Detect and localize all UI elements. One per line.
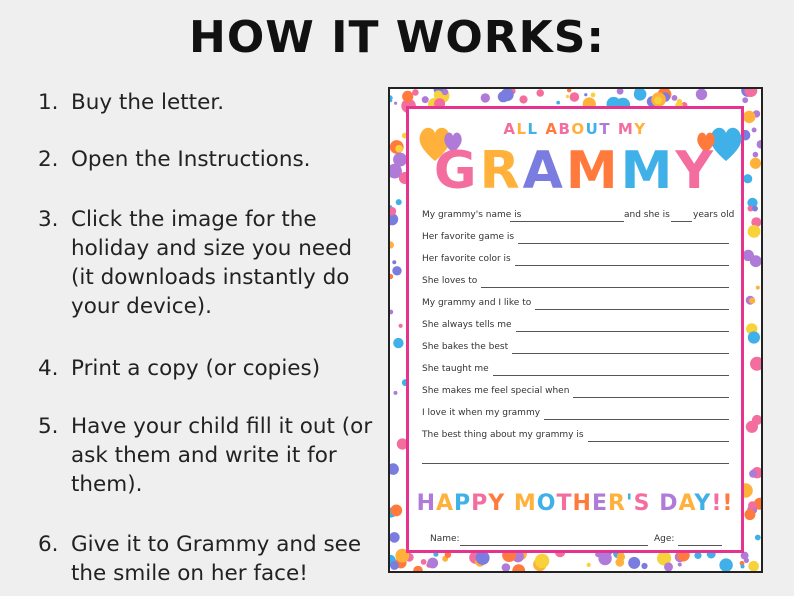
confetti-dot: [402, 91, 413, 102]
worksheet-preview: [388, 87, 763, 573]
prompt-blank: [573, 397, 729, 398]
confetti-dot: [390, 463, 399, 475]
worksheet-subtitle: [409, 120, 741, 138]
subtitle-letter: T: [599, 120, 612, 138]
footer-name-blank: [460, 545, 648, 546]
subtitle-letter: L: [527, 120, 539, 138]
confetti-dot: [476, 551, 490, 565]
confetti-dot: [556, 101, 560, 105]
title-letter: Y: [675, 141, 717, 201]
subtitle-letter: U: [585, 120, 600, 138]
prompt-label: I love it when my grammy: [422, 408, 541, 418]
confetti-dot: [755, 535, 761, 541]
prompt-line: [422, 342, 729, 356]
prompt-blank: [512, 353, 729, 354]
closing-letter: P: [471, 491, 489, 516]
confetti-dot: [390, 241, 394, 248]
title-letter: A: [522, 141, 566, 201]
confetti-dot: [743, 250, 754, 261]
prompt-line: [422, 320, 729, 334]
confetti-dot: [634, 89, 647, 101]
name-label: Name:: [430, 534, 460, 544]
step-number: 3.: [38, 207, 59, 232]
confetti-dot: [395, 145, 403, 153]
confetti-dot: [442, 89, 448, 95]
confetti-dot: [744, 509, 755, 520]
confetti-dot: [390, 561, 399, 570]
prompt-line: [422, 408, 729, 422]
prompt-blank: [493, 375, 729, 376]
prompt-blank: [515, 265, 729, 266]
prompt-line: [422, 430, 729, 444]
confetti-dot: [617, 89, 624, 95]
confetti-dot: [672, 95, 678, 101]
confetti-dot: [749, 298, 755, 304]
confetti-dot: [519, 95, 527, 103]
step-text: Give it to Grammy and see the smile on her face!: [71, 532, 362, 586]
confetti-dot: [427, 558, 438, 569]
prompt-label: She taught me: [422, 364, 489, 374]
closing-letter: !: [722, 491, 734, 516]
confetti-dot: [502, 563, 511, 571]
confetti-dot: [390, 532, 400, 543]
confetti-dot: [618, 553, 621, 556]
prompt-blank: [535, 309, 729, 310]
prompt-blank: [518, 243, 729, 244]
confetti-dot: [750, 357, 761, 371]
prompt-label: She makes me feel special when: [422, 386, 570, 396]
subtitle-letter: L: [516, 120, 528, 138]
prompt-line: [422, 232, 729, 246]
closing-letter: H: [572, 491, 592, 516]
confetti-dot: [390, 505, 402, 517]
confetti-dot: [392, 266, 401, 275]
prompt-line: [422, 364, 729, 378]
prompt-blank: [481, 287, 729, 288]
confetti-dot: [481, 93, 490, 102]
confetti-dot: [393, 338, 403, 348]
prompt-blank: [516, 331, 729, 332]
closing-letter: R: [607, 491, 626, 516]
closing-letter: A: [436, 491, 455, 516]
confetti-dot: [743, 111, 755, 123]
worksheet-title: [409, 141, 741, 201]
confetti-dot: [587, 563, 591, 567]
confetti-dot: [743, 174, 752, 183]
confetti-dot: [752, 128, 757, 133]
step-number: 2.: [38, 147, 59, 172]
name-mid-label: and she is: [624, 210, 670, 220]
title-letter: R: [479, 141, 523, 201]
confetti-dot: [392, 260, 396, 264]
confetti-dot: [748, 501, 756, 509]
confetti-dot: [752, 206, 758, 212]
age-label: Age:: [654, 534, 675, 544]
confetti-dot: [512, 564, 525, 571]
confetti-dot: [413, 566, 423, 571]
page-headline: HOW IT WORKS:: [189, 12, 605, 63]
confetti-dot: [756, 286, 760, 290]
subtitle-letter: Y: [634, 120, 647, 138]
confetti-dot: [390, 95, 393, 100]
step-number: 6.: [38, 532, 59, 557]
confetti-dot: [570, 92, 580, 102]
confetti-dot: [393, 153, 407, 167]
step-number: 4.: [38, 356, 59, 381]
confetti-dot: [390, 274, 393, 279]
name-age-line: [422, 210, 735, 224]
step-item: [38, 145, 378, 174]
step-text: Click the image for the holiday and size you need (it downloads instantly do your device).: [71, 207, 352, 319]
confetti-dot: [394, 391, 398, 395]
step-item: [38, 205, 378, 321]
confetti-dot: [749, 470, 757, 478]
step-text: Have your child fill it out (or ask them and write it for them).: [71, 414, 373, 497]
prompt-line: [422, 298, 729, 312]
prompt-label: Her favorite color is: [422, 254, 511, 264]
confetti-dot: [748, 561, 759, 571]
subtitle-letter: A: [545, 120, 559, 138]
prompt-line: [422, 254, 729, 268]
closing-letter: [505, 491, 514, 516]
confetti-dot: [615, 558, 624, 567]
confetti-dot: [719, 558, 732, 571]
confetti-dot: [744, 558, 749, 563]
closing-letter: !: [711, 491, 723, 516]
step-text: Buy the letter.: [71, 90, 225, 115]
confetti-dot: [396, 199, 402, 205]
step-item: [38, 88, 378, 117]
subtitle-letter: B: [558, 120, 572, 138]
confetti-dot: [421, 559, 427, 565]
prompt-line: [422, 386, 729, 400]
closing-letter: ': [625, 491, 634, 516]
name-age-footer: [422, 534, 729, 548]
closing-letter: A: [678, 491, 695, 516]
prompt-label: She bakes the best: [422, 342, 509, 352]
confetti-dot: [654, 97, 662, 105]
prompt-label: My grammy and I like to: [422, 298, 532, 308]
footer-age-blank: [678, 545, 722, 546]
step-text: Open the Instructions.: [71, 147, 311, 172]
confetti-dot: [584, 93, 587, 96]
title-letter: M: [565, 141, 621, 201]
step-item: [38, 412, 378, 499]
confetti-dot: [566, 95, 569, 98]
worksheet-frame: [406, 106, 744, 553]
confetti-dot: [742, 97, 748, 103]
step-item: [38, 354, 378, 383]
confetti-dot: [696, 89, 707, 100]
confetti-dot: [567, 89, 571, 92]
closing-letter: H: [416, 491, 436, 516]
prompt-label: She always tells me: [422, 320, 512, 330]
name-blank: [510, 221, 624, 222]
confetti-dot: [536, 89, 544, 97]
closing-letter: O: [536, 491, 557, 516]
closing-letter: T: [556, 491, 573, 516]
subtitle-letter: [611, 120, 618, 138]
happy-mothers-day-banner: [409, 491, 741, 516]
subtitle-letter: A: [503, 120, 517, 138]
confetti-dot: [412, 89, 419, 96]
closing-letter: S: [633, 491, 651, 516]
closing-letter: Y: [488, 491, 506, 516]
title-letter: M: [620, 141, 676, 201]
prompt-line: [422, 276, 729, 290]
subtitle-letter: M: [617, 120, 635, 138]
confetti-dot: [628, 557, 640, 569]
confetti-dot: [750, 158, 761, 169]
title-letter: G: [433, 141, 480, 201]
confetti-dot: [740, 564, 744, 568]
step-item: [38, 530, 378, 588]
confetti-dot: [748, 331, 760, 343]
subtitle-letter: O: [571, 120, 586, 138]
prompt-blank: [544, 419, 729, 420]
closing-letter: D: [659, 491, 679, 516]
extra-blank-line: [422, 463, 729, 464]
step-number: 1.: [38, 90, 59, 115]
age-blank: [671, 221, 692, 222]
confetti-dot: [390, 310, 393, 315]
confetti-dot: [757, 140, 761, 149]
prompt-blank: [588, 441, 729, 442]
closing-letter: P: [454, 491, 472, 516]
confetti-dot: [598, 552, 611, 565]
step-number: 5.: [38, 414, 59, 439]
confetti-dot: [399, 324, 403, 328]
prompt-label: The best thing about my grammy is: [422, 430, 584, 440]
confetti-dot: [422, 96, 429, 103]
name-prefix-label: My grammy's name is: [422, 210, 522, 220]
prompt-label: She loves to: [422, 276, 478, 286]
confetti-dot: [535, 554, 549, 568]
confetti-dot: [591, 93, 596, 98]
prompt-label: Her favorite game is: [422, 232, 515, 242]
confetti-dot: [678, 563, 682, 567]
closing-letter: Y: [694, 491, 712, 516]
step-text: Print a copy (or copies): [71, 356, 321, 381]
confetti-dot: [664, 562, 673, 571]
name-suffix-label: years old: [693, 210, 735, 220]
confetti-dot: [753, 152, 759, 158]
closing-letter: [651, 491, 660, 516]
confetti-dot: [641, 563, 647, 569]
confetti-dot: [748, 225, 761, 238]
closing-letter: E: [591, 491, 608, 516]
closing-letter: M: [513, 491, 537, 516]
confetti-dot: [394, 102, 397, 105]
